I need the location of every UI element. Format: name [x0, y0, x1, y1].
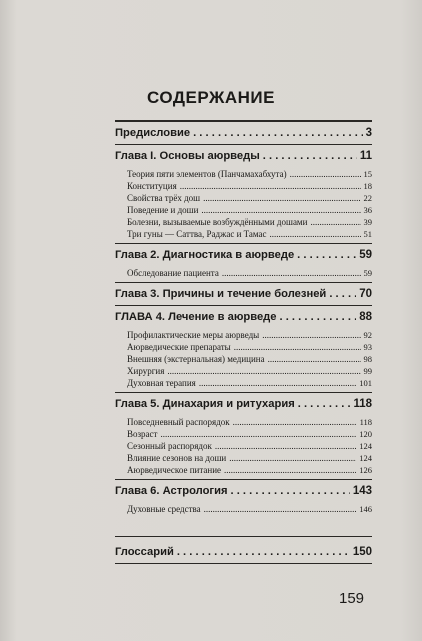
dot-leader [310, 216, 360, 228]
dot-leader [297, 244, 356, 266]
list-item [127, 365, 372, 377]
list-item [127, 192, 372, 204]
chapter-page: 3 [365, 127, 372, 139]
list-item [127, 168, 372, 180]
subsection-list [115, 328, 372, 392]
toc-chapter-preface [115, 122, 372, 144]
dot-leader [201, 204, 360, 216]
chapter-page: 143 [352, 485, 372, 497]
toc-chapter-4 [115, 306, 372, 328]
list-item [127, 452, 372, 464]
chapter-title: Глава 3. Причины и течение болезней [115, 288, 327, 300]
subsection-page: 15 [363, 169, 372, 179]
dot-leader [280, 306, 357, 328]
chapter-page: 11 [359, 150, 372, 162]
chapter-title: ГЛАВА 4. Лечение в аюрведе [115, 311, 277, 323]
chapter-page: 59 [359, 249, 372, 261]
dot-leader [229, 452, 356, 464]
subsection-title: Сезонный распорядок [127, 441, 212, 451]
chapter-page: 88 [359, 311, 372, 323]
subsection-page: 36 [363, 205, 372, 215]
list-item [127, 440, 372, 452]
toc-chapter-6 [115, 480, 372, 502]
subsection-title: Три гуны — Саттва, Раджас и Тамас [127, 229, 267, 239]
chapter-title: Глава 2. Диагностика в аюрведе [115, 249, 295, 261]
subsection-list [115, 266, 372, 282]
dot-leader [268, 353, 361, 365]
toc-chapter-3 [115, 283, 372, 305]
divider [115, 563, 372, 564]
dot-leader [177, 541, 350, 563]
toc-chapter-2 [115, 244, 372, 266]
subsection-page: 51 [363, 229, 372, 239]
subsection-page: 59 [363, 268, 372, 278]
subsection-page: 39 [363, 217, 372, 227]
subsection-list [115, 502, 372, 518]
list-item [127, 228, 372, 240]
dot-leader [298, 393, 351, 415]
chapter-title: Глава 6. Астрология [115, 485, 228, 497]
dot-leader [222, 267, 361, 279]
chapter-title: Глава I. Основы аюрведы [115, 150, 260, 162]
list-item [127, 341, 372, 353]
subsection-title: Возраст [127, 429, 158, 439]
subsection-page: 124 [359, 453, 372, 463]
list-item [127, 464, 372, 476]
dot-leader [233, 416, 357, 428]
subsection-title: Теория пяти элементов (Панчамахабхута) [127, 169, 287, 179]
dot-leader [180, 180, 361, 192]
subsection-page: 98 [363, 354, 372, 364]
subsection-page: 92 [363, 330, 372, 340]
chapter-title: Предисловие [115, 127, 191, 139]
subsection-page: 101 [359, 378, 372, 388]
list-item [127, 416, 372, 428]
list-item [127, 267, 372, 279]
chapter-page: 70 [359, 288, 372, 300]
table-of-contents [115, 120, 372, 564]
subsection-title: Поведение и доши [127, 205, 199, 215]
subsection-page: 124 [359, 441, 372, 451]
subsection-title: Духовная терапия [127, 378, 196, 388]
list-item [127, 180, 372, 192]
toc-chapter-1 [115, 145, 372, 167]
subsection-page: 118 [359, 417, 372, 427]
list-item [127, 353, 372, 365]
subsection-title: Болезни, вызываемые возбуждёнными дошами [127, 217, 308, 227]
chapter-title: Глоссарий [115, 546, 174, 558]
subsection-title: Аюрведические препараты [127, 342, 231, 352]
list-item [127, 204, 372, 216]
list-item [127, 216, 372, 228]
subsection-title: Внешняя (экстернальная) медицина [127, 354, 265, 364]
subsection-title: Повседневный распорядок [127, 417, 230, 427]
subsection-title: Свойства трёх дош [127, 193, 201, 203]
dot-leader [263, 145, 357, 167]
dot-leader [160, 428, 356, 440]
list-item [127, 428, 372, 440]
toc-chapter-glossary [115, 541, 372, 563]
dot-leader [204, 503, 357, 515]
toc-chapter-5 [115, 393, 372, 415]
chapter-title: Глава 5. Динахария и ритухария [115, 398, 295, 410]
subsection-page: 126 [359, 465, 372, 475]
subsection-title: Профилактические меры аюрведы [127, 330, 260, 340]
subsection-title: Влияние сезонов на доши [127, 453, 227, 463]
dot-leader [199, 377, 356, 389]
dot-leader [270, 228, 361, 240]
page-number: 159 [339, 590, 365, 607]
dot-leader [193, 122, 363, 144]
subsection-title: Аюрведическое питание [127, 465, 221, 475]
subsection-page: 146 [359, 504, 372, 514]
dot-leader [234, 341, 361, 353]
subsection-page: 93 [363, 342, 372, 352]
subsection-page: 18 [363, 181, 372, 191]
dot-leader [262, 329, 360, 341]
list-item [127, 503, 372, 515]
subsection-page: 22 [363, 193, 372, 203]
subsection-list [115, 167, 372, 243]
dot-leader [215, 440, 356, 452]
divider [115, 536, 372, 537]
dot-leader [231, 480, 350, 502]
subsection-title: Хирургия [127, 366, 165, 376]
dot-leader [224, 464, 356, 476]
dot-leader [167, 365, 360, 377]
subsection-page: 120 [359, 429, 372, 439]
page-title: СОДЕРЖАНИЕ [147, 88, 275, 107]
chapter-page: 118 [353, 398, 372, 410]
subsection-title: Духовные средства [127, 504, 201, 514]
chapter-page: 150 [352, 546, 372, 558]
dot-leader [203, 192, 360, 204]
subsection-title: Обследование пациента [127, 268, 219, 278]
list-item [127, 377, 372, 389]
dot-leader [329, 283, 356, 305]
dot-leader [290, 168, 361, 180]
list-item [127, 329, 372, 341]
subsection-page: 99 [363, 366, 372, 376]
subsection-list [115, 415, 372, 479]
subsection-title: Конституция [127, 181, 177, 191]
